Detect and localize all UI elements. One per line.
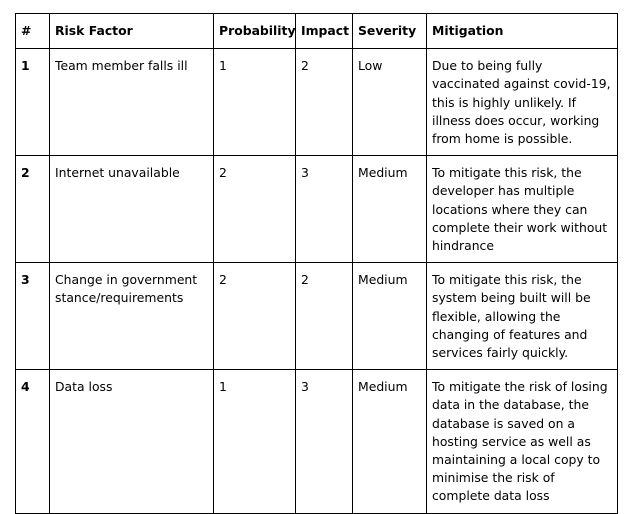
mitigation-cell: To mitigate this risk, the developer has multiple locations where they can complete their work without hindrance [427,156,618,263]
probability-cell: 1 [214,370,296,513]
header-impact: Impact [296,14,353,49]
table-row [16,156,618,263]
risk-factor-cell: Change in government stance/requirements [50,263,214,370]
header-severity: Severity [353,14,427,49]
row-number: 3 [16,263,50,370]
mitigation-cell: Due to being fully vaccinated against covid-19, this is highly unlikely. If illness does occur, working from home is possible. [427,49,618,156]
probability-cell: 2 [214,263,296,370]
table-header-row [16,14,618,49]
impact-cell: 3 [296,370,353,513]
mitigation-cell: To mitigate this risk, the system being built will be flexible, allowing the changing of features and services fairly quickly. [427,263,618,370]
header-probability: Probability [214,14,296,49]
severity-cell: Low [353,49,427,156]
impact-cell: 2 [296,263,353,370]
mitigation-cell: To mitigate the risk of losing data in the database, the database is saved on a hosting service as well as maintaining a local copy to minimise the risk of complete data loss [427,370,618,513]
header-risk-factor: Risk Factor [50,14,214,49]
probability-cell: 2 [214,156,296,263]
risk-factor-cell: Team member falls ill [50,49,214,156]
probability-cell: 1 [214,49,296,156]
row-number: 4 [16,370,50,513]
severity-cell: Medium [353,156,427,263]
severity-cell: Medium [353,263,427,370]
row-number: 1 [16,49,50,156]
header-mitigation: Mitigation [427,14,618,49]
risk-factor-cell: Internet unavailable [50,156,214,263]
severity-cell: Medium [353,370,427,513]
row-number: 2 [16,156,50,263]
header-number: # [16,14,50,49]
table-row [16,370,618,513]
risk-table [15,13,618,514]
risk-factor-cell: Data loss [50,370,214,513]
table-row [16,49,618,156]
table-row [16,263,618,370]
impact-cell: 2 [296,49,353,156]
impact-cell: 3 [296,156,353,263]
